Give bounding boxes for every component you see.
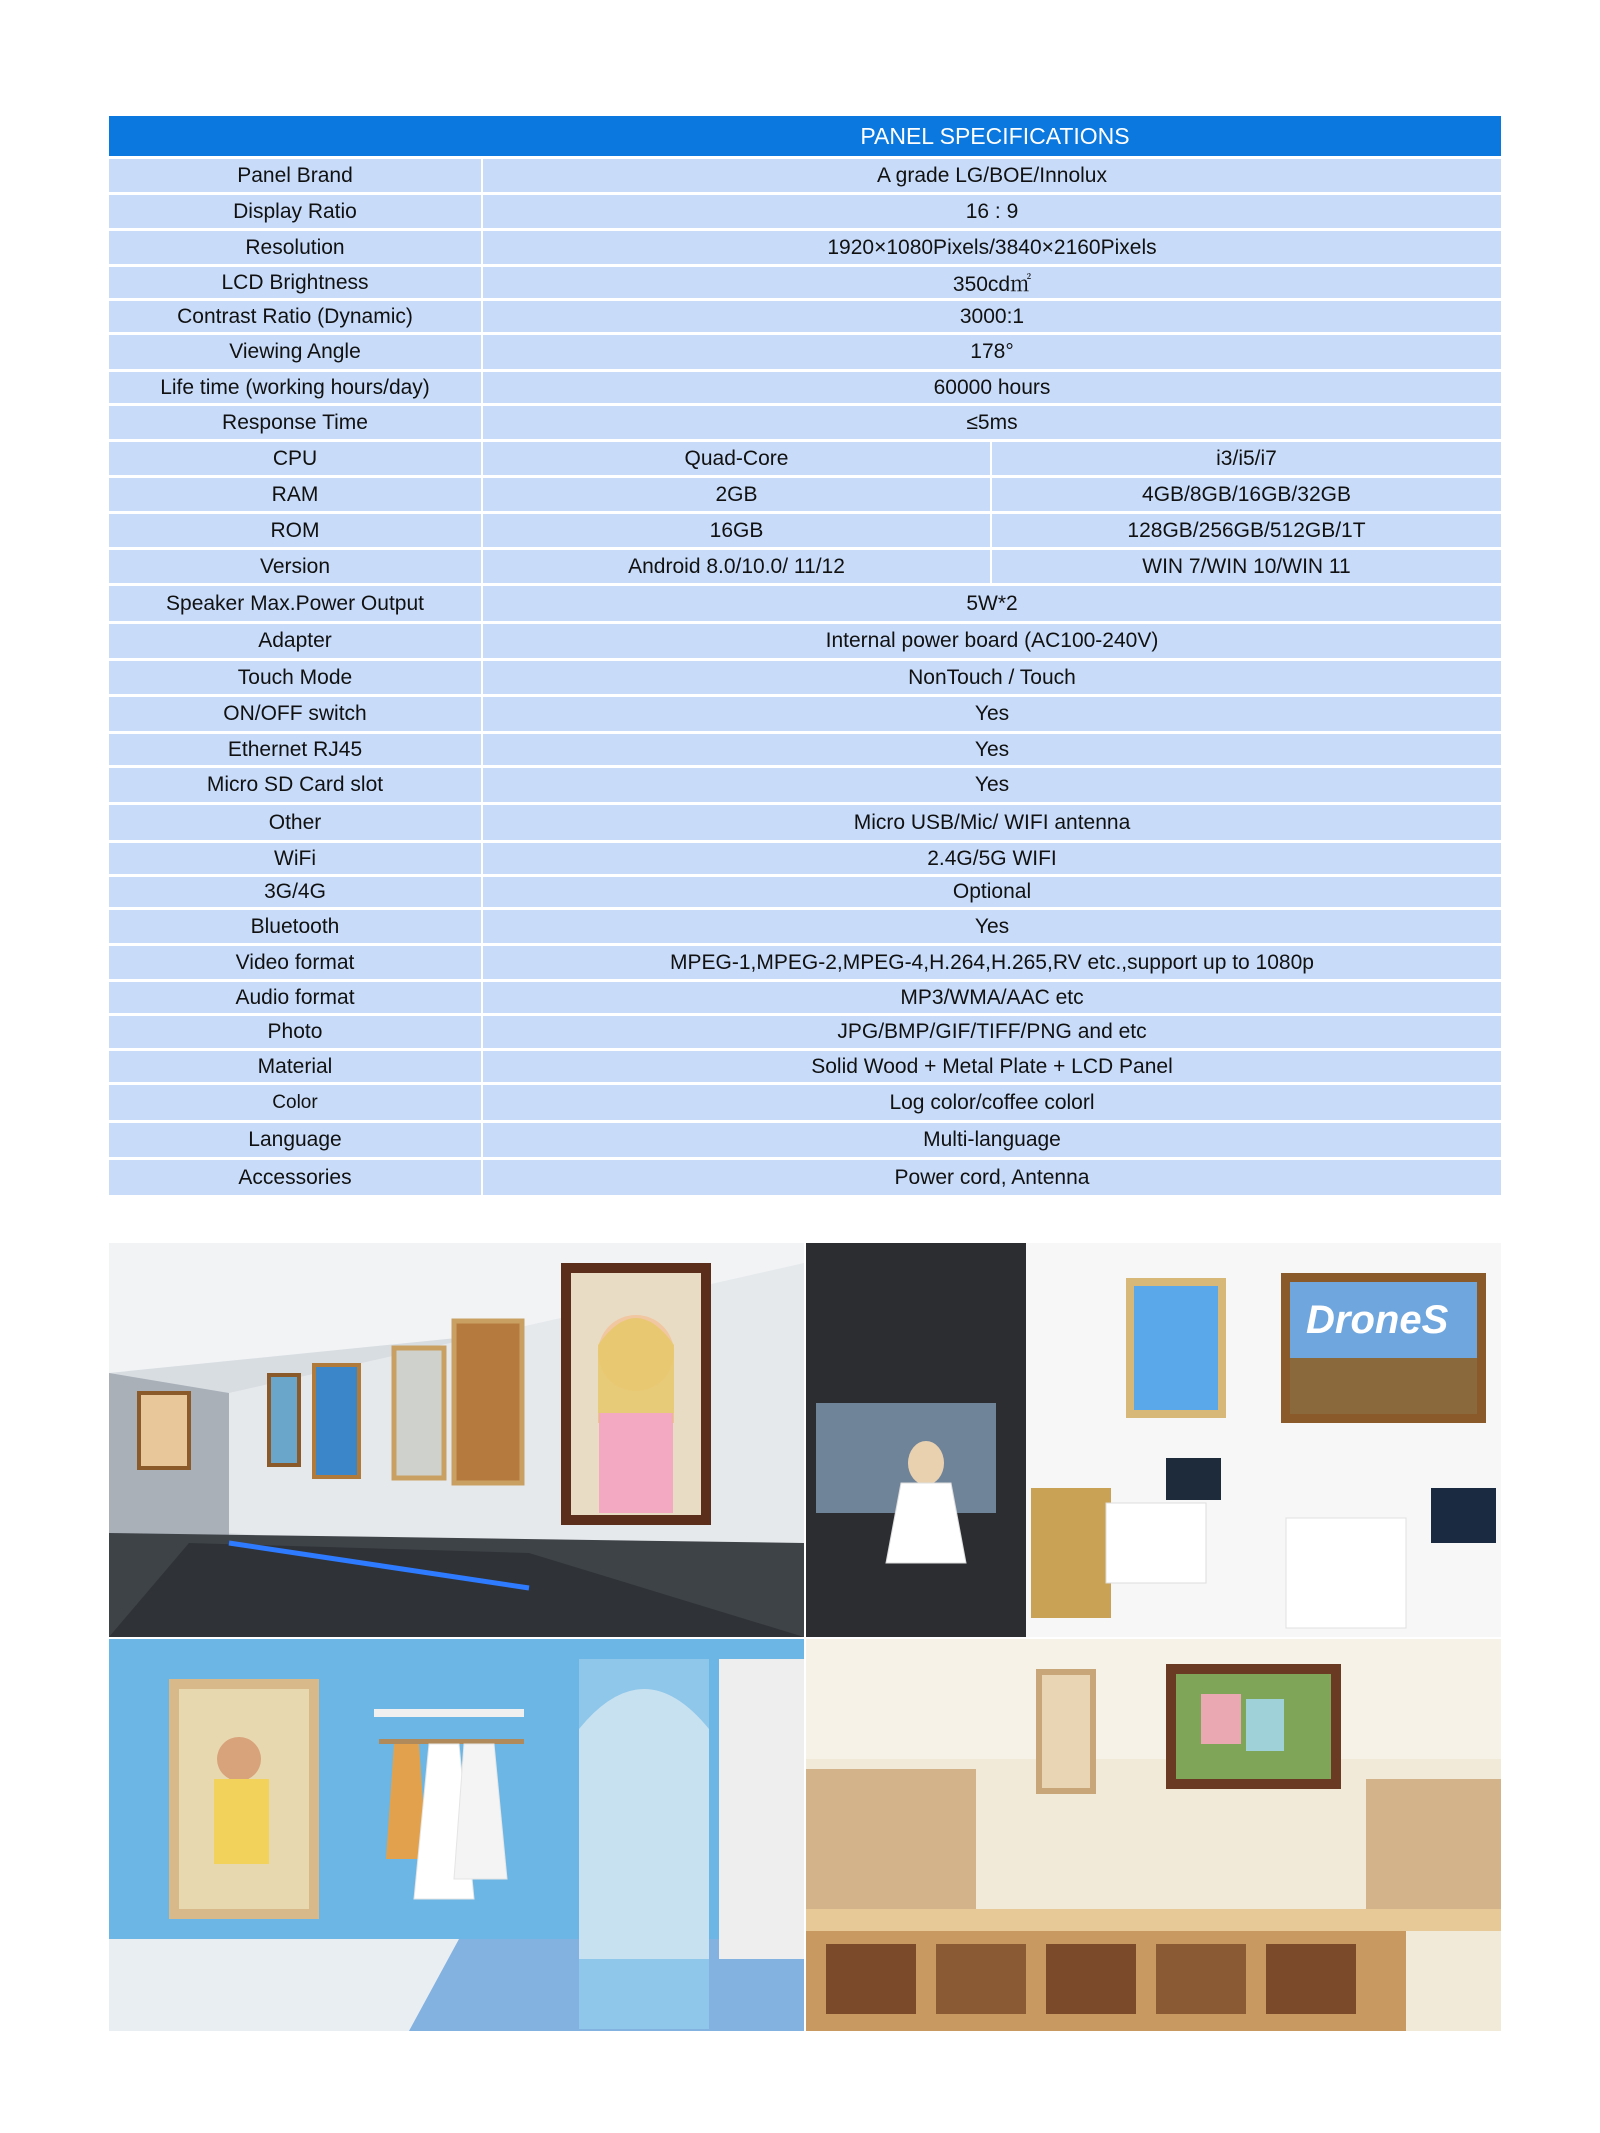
row-value: MPEG-1,MPEG-2,MPEG-4,H.264,H.265,RV etc.,support up to 1080p <box>670 950 1314 974</box>
product-gallery <box>109 1243 1501 2031</box>
row-label: Response Time <box>109 406 483 439</box>
row-value-windows: 128GB/256GB/512GB/1T <box>1127 518 1366 542</box>
photo-expo <box>806 1243 1501 1637</box>
row-label: Life time (working hours/day) <box>109 372 483 403</box>
row-value: JPG/BMP/GIF/TIFF/PNG and etc <box>837 1020 1147 1043</box>
table-row <box>109 979 1501 1013</box>
table-row <box>109 694 1501 731</box>
photo-library <box>806 1639 1501 2031</box>
row-value: 350cd㎡ <box>952 272 1032 296</box>
row-value: MP3/WMA/AAC etc <box>900 985 1084 1009</box>
table-row <box>109 511 1501 547</box>
row-label: Ethernet RJ45 <box>109 734 483 765</box>
row-label: Color <box>109 1085 483 1120</box>
row-value-android: Android 8.0/10.0/ 11/12 <box>483 550 992 583</box>
row-label: Resolution <box>109 231 483 264</box>
row-label: Version <box>109 550 483 583</box>
row-label: Other <box>109 805 483 840</box>
row-label: Viewing Angle <box>109 335 483 369</box>
row-value-windows: i3/i5/i7 <box>1216 446 1277 470</box>
photo-store <box>109 1639 804 2031</box>
table-row <box>109 228 1501 264</box>
row-label: Audio format <box>109 982 483 1013</box>
table-row <box>109 1013 1501 1048</box>
spec-table <box>109 116 1501 1195</box>
row-label: LCD Brightness <box>109 267 483 298</box>
row-value: Optional <box>952 880 1032 903</box>
row-value: Solid Wood + Metal Plate + LCD Panel <box>811 1054 1173 1078</box>
table-row <box>109 802 1501 840</box>
row-value: Multi-language <box>923 1128 1061 1151</box>
row-label: ON/OFF switch <box>109 697 483 731</box>
table-row <box>109 658 1501 694</box>
row-value: 5W*2 <box>966 591 1018 615</box>
table-row <box>109 765 1501 802</box>
row-value: 60000 hours <box>933 375 1051 399</box>
table-row <box>109 475 1501 511</box>
row-label: Material <box>109 1051 483 1082</box>
row-label: Micro SD Card slot <box>109 768 483 802</box>
table-row <box>109 332 1501 369</box>
row-value: Power cord, Antenna <box>894 1165 1090 1189</box>
row-label: Panel Brand <box>109 159 483 192</box>
row-value: Yes <box>974 702 1010 725</box>
row-label: Accessories <box>109 1160 483 1195</box>
row-value-windows: 4GB/8GB/16GB/32GB <box>1142 482 1351 506</box>
row-label: RAM <box>109 478 483 511</box>
table-row <box>109 907 1501 943</box>
row-value: 3000:1 <box>959 304 1025 328</box>
row-label: Speaker Max.Power Output <box>109 586 483 621</box>
table-row <box>109 369 1501 403</box>
table-row <box>109 298 1501 332</box>
row-value-android: Quad-Core <box>483 442 992 475</box>
table-row <box>109 731 1501 765</box>
row-label: CPU <box>109 442 483 475</box>
photo-corridor <box>109 1243 804 1637</box>
table-row <box>109 1120 1501 1157</box>
table-row <box>109 621 1501 658</box>
row-label: WiFi <box>109 843 483 874</box>
table-row <box>109 547 1501 583</box>
row-label: Video format <box>109 946 483 979</box>
table-row <box>109 403 1501 439</box>
row-value: Micro USB/Mic/ WIFI antenna <box>853 810 1131 834</box>
table-header: PANEL SPECIFICATIONS <box>109 116 1501 156</box>
table-row <box>109 1048 1501 1082</box>
table-row <box>109 1157 1501 1195</box>
row-label: Touch Mode <box>109 661 483 694</box>
row-label: 3G/4G <box>109 877 483 907</box>
row-label: Adapter <box>109 624 483 658</box>
row-value: Yes <box>974 773 1010 796</box>
row-value-windows: WIN 7/WIN 10/WIN 11 <box>1142 554 1351 578</box>
table-row <box>109 583 1501 621</box>
row-value: ≤5ms <box>966 410 1018 434</box>
row-value: Yes <box>974 914 1010 938</box>
row-label: Bluetooth <box>109 910 483 943</box>
row-label: Photo <box>109 1016 483 1048</box>
row-label: Language <box>109 1123 483 1157</box>
table-row <box>109 1082 1501 1120</box>
drones-logo-text: DroneS <box>1306 1298 1449 1342</box>
row-value: NonTouch / Touch <box>908 665 1076 689</box>
row-value: Yes <box>974 737 1010 761</box>
row-value: A grade LG/BOE/Innolux <box>877 163 1107 187</box>
row-value-android: 16GB <box>483 514 992 547</box>
row-value: 2.4G/5G WIFI <box>927 846 1057 870</box>
table-row <box>109 192 1501 228</box>
row-value-android: 2GB <box>483 478 992 511</box>
table-row <box>109 439 1501 475</box>
row-value: 1920×1080Pixels/3840×2160Pixels <box>827 235 1157 259</box>
row-label: ROM <box>109 514 483 547</box>
row-label: Contrast Ratio (Dynamic) <box>109 301 483 332</box>
row-value: 16 : 9 <box>965 199 1019 223</box>
row-value: Log color/coffee colorl <box>889 1090 1095 1114</box>
row-value: 178° <box>970 340 1014 363</box>
table-row <box>109 943 1501 979</box>
table-row <box>109 840 1501 874</box>
row-label: Display Ratio <box>109 195 483 228</box>
table-row <box>109 874 1501 907</box>
row-value: Internal power board (AC100-240V) <box>825 629 1159 652</box>
table-row <box>109 264 1501 298</box>
table-row <box>109 156 1501 192</box>
